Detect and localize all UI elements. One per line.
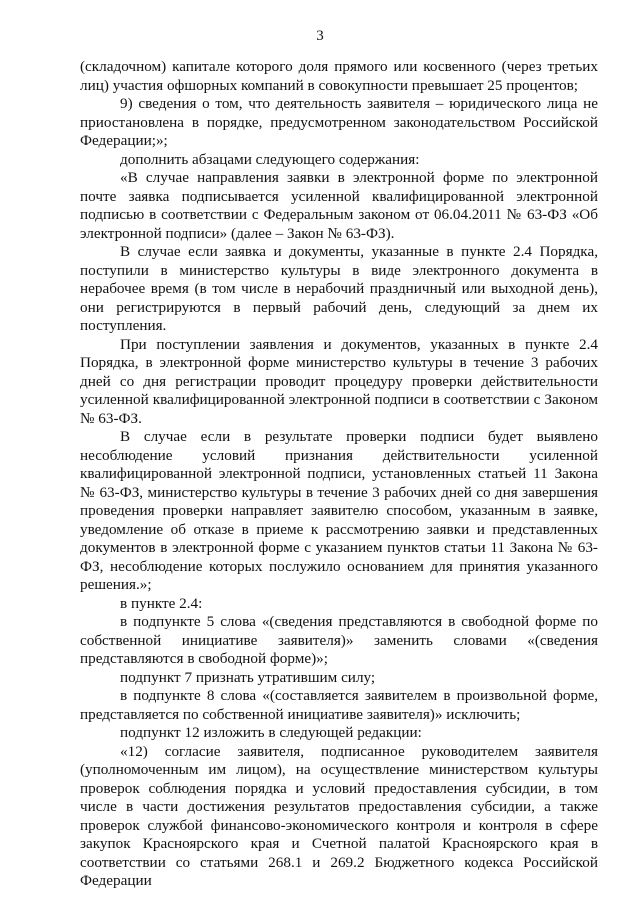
paragraph-continuation: (складочном) капитале которого доля прямого или косвенного (через третьих лиц) участия офшорных компаний в совокупности превышает 25 процентов; <box>80 58 598 94</box>
paragraph-nonworking-time: В случае если заявка и документы, указанные в пункте 2.4 Порядка, поступили в министерство культуры в виде электронного документа в нерабочее время (в том числе в нерабочий праздничный или выходной день), они регистрируются в первый рабочий день, следующий за днем их поступления. <box>80 243 598 334</box>
paragraph-subclause-8: в подпункте 8 слова «(составляется заявителем в произвольной форме, представляется по собственной инициативе заявителя)» исключить; <box>80 687 598 723</box>
paragraph-signature-check: При поступлении заявления и документов, указанных в пункте 2.4 Порядка, в электронной форме министерство культуры в течение 3 рабочих дней со дня регистрации проводит процедуру проверки действительности усиленной квалифицированной электронной подписи в соответствии с Законом № 63-ФЗ. <box>80 335 598 427</box>
document-body <box>80 58 598 891</box>
paragraph-clause-2-4: в пункте 2.4: <box>120 594 203 612</box>
paragraph-subclause-5: в подпункте 5 слова «(сведения представляются в свободной форме по собственной инициативе заявителя)» заменить словами «(сведения представляются в свободной форме)»; <box>80 613 598 667</box>
paragraph-subclause-12-intro: подпункт 12 изложить в следующей редакции: <box>120 724 422 741</box>
paragraph-subclause-7: подпункт 7 признать утратившим силу; <box>120 668 376 686</box>
paragraph-email-signature: «В случае направления заявки в электронной форме по электронной почте заявка подписывается усиленной квалифицированной электронной подписью в соответствии с Федеральным законом от 06.04.2011 № 63-ФЗ «Об электронной подписи» (далее – Закон № 63-ФЗ). <box>80 169 598 242</box>
paragraph-subclause-12-text: «12) согласие заявителя, подписанное руководителем заявителя (уполномоченным им лицом), на осуществление министерством культуры проверок соблюдения порядка и условий предоставления субсидии, в том числе в части достижения результатов предоставления субсидии, а также проверок службой финансово-экономического контроля и контроля в сфере закупок Красноярского края и Счетной палатой Красноярского края в соответствии со статьями 268.1 и 269.2 Бюджетного кодекса Российской Федерации <box>80 742 598 889</box>
paragraph-add-clauses: дополнить абзацами следующего содержания: <box>120 150 420 168</box>
paragraph-refusal-notice: В случае если в результате проверки подписи будет выявлено несоблюдение условий признания действительности усиленной квалифицированной электронной подписи, установленных статьей 11 Закона № 63-ФЗ, министерство культуры в течение 3 рабочих дней со дня завершения проведения проверки направляет заявителю способом, указанным в заявке, уведомление об отказе в приеме к рассмотрению заявки и представленных документов в электронной форме с указанием пунктов статьи 11 Закона № 63-ФЗ, несоблюдение которых послужило основанием для принятия указанного решения.»; <box>80 428 598 593</box>
page-number: 3 <box>316 28 324 44</box>
paragraph-item-9: 9) сведения о том, что деятельность заявителя – юридического лица не приостановлена в порядке, предусмотренном законодательством Российской Федерации;»; <box>80 95 598 149</box>
